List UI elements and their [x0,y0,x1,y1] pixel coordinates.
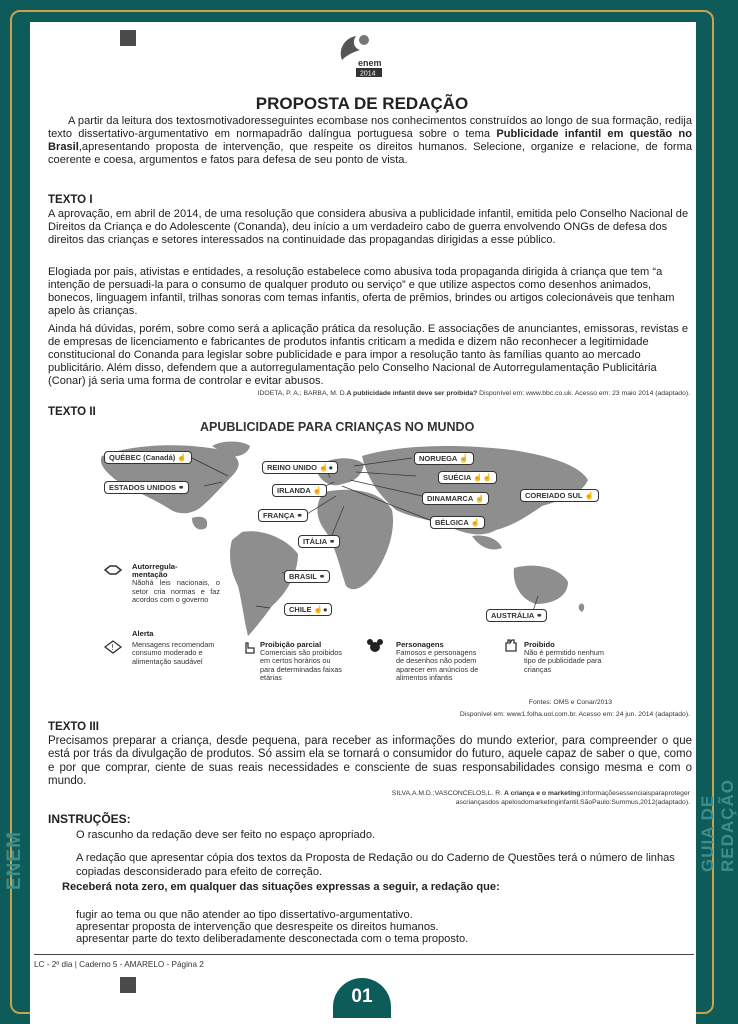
handshake-icon [104,563,122,577]
nota-zero-heading: Receberá nota zero, em qualquer das situações expressas a seguir, a redação que: [62,881,500,893]
zero-item-3: apresentar parte do texto deliberadamente desconectada com o tema proposto. [76,933,469,945]
hand-icon: ☝☝ [473,473,492,482]
hand-icon [240,640,258,654]
handshake-icon: ⚭ [328,537,336,546]
texto2-source: Disponível em: www1.folha.uol.com.br. Acesso em: 24 jun. 2014 (adaptado). [459,711,690,718]
handshake-icon: ⚭ [318,572,326,581]
alert-icon [104,640,122,654]
logo-year: 2014 [360,70,376,78]
hand-icon: ☝ [475,494,485,503]
label-quebec: QUÉBEC (Canadá) ☝ [104,451,192,464]
hand-icon: ☝ [584,491,594,500]
intro-paragraph: A partir da leitura dos textosmotivadoresseguintes ecombase nos conhecimentos construídos ao longo de sua formação, redija texto dissertativo-argumentativo em normapadrão dalíngua portuguesa sobre o tema Publicidade infantil em questão no Brasil,apresentando proposta de intervenção, que respeite os direitos humanos. Selecione, organize e relacione, de forma coerente e coesa, argumentos e fatos para defesa de seu ponto de vista. [48,115,692,166]
texto1-p1: A aprovação, em abril de 2014, de uma resolução que considera abusiva a publicidade infantil, emitida pelo Conselho Nacional de Direitos da Criança e do Adolescente (Conanda), deu início a um verdadeiro cabo de guerra envolvendo ONGs de defesa dos direitos das crianças e setores interessados na continuidade das propagandas dirigidas a esse público. [48,208,689,246]
hand-icon: ☝ [312,486,322,495]
legend-personagens: Personagens Famosos e personagens de desenhos não podem aparecer em anúncios de alimentos infantis [396,640,479,682]
label-irlanda: IRLANDA ☝ [272,484,327,497]
mouse-ears-icon: ● [328,463,333,472]
page-number: 01 [333,978,391,1018]
texto3-source: SILVA,A.M.D.;VASCONCELOS,L. R. A criança e o marketing:informaçõesessenciaisparaproteger ascriançasdos apelosdomarketinginfantil.SãoPaulo:Summus,2012(adaptado). [391,790,690,806]
legend-alerta: Alerta Mensagens recomendam consumo moderado e alimentação saudável [132,629,215,666]
label-chile: CHILE ☝● [284,603,332,616]
zero-item-1: fugir ao tema ou que não atender ao tipo dissertativo-argumentativo. [76,909,413,921]
stop-hand-icon [502,638,520,652]
texto1-source: IDOETA, P. A.; BARBA, M. D.A publicidade infantil deve ser proibida? Disponível em: www.bbc.co.uk. Acesso em: 23 maio 2014 (adaptado). [257,390,690,397]
side-label-enem: ENEM [4,831,25,890]
zero-item-2: apresentar proposta de intervenção que desrespeite os direitos humanos. [76,921,439,933]
theme-text: Publicidade infantil em questão no Brasil [48,128,692,153]
label-suecia: SUÉCIA ☝☝ [438,471,497,484]
corner-square-top [120,30,136,46]
enem-logo [324,30,392,78]
hand-icon: ☝ [319,463,329,472]
texto3-p1: Precisamos preparar a criança, desde pequena, para receber as informações do mundo exterior, para compreender o que está por trás da divulgação de produtos. Só assim ela se tornará o consumidor do futuro, aquele capaz de saber o que, como e por que comprar, ciente de suas reais necessidades e consciente de suas responsabilidades consigo mesma e com o mundo. [48,735,692,787]
label-brasil: BRASIL ⚭ [284,570,330,583]
texto3-heading: TEXTO III [48,721,99,733]
label-eua: ESTADOS UNIDOS ⚭ [104,481,189,494]
map-title: APUBLICIDADE PARA CRIANÇAS NO MUNDO [200,420,475,434]
label-italia: ITÁLIA ⚭ [298,535,340,548]
label-belgica: BÉLGICA ☝ [430,516,485,529]
mouse-ears-icon: ● [322,605,328,614]
texto1-p3: Ainda há dúvidas, porém, sobre como será a aplicação prática da resolução. E associações de anunciantes, emissoras, revistas e de empresas de licenciamento e fabricantes de produtos infantis criticam a medida e dizem não reconhecer a legitimidade constitucional do Conanda para legislar sobre publicidade e para impor a resolução tanto às famílias quanto ao mercado publicitário. Além disso, defendem que a autorregulamentação pelo Conselho Nacional de Autorregulamentação Publicitária (Conar) já seria uma forma de controlar e evitar abusos. [48,323,689,387]
map-fontes: Fontes: OMS e Conar/2013 [528,699,612,706]
legend-autorregulamentacao: Autorregula- mentação Nãohá leis nacionais, o setor cria normas e faz acordos com o governo [132,562,220,604]
hand-icon: ☝ [177,453,187,462]
hand-icon: ☝ [313,605,323,614]
label-noruega: NORUEGA ☝ [414,452,474,465]
texto1-heading: TEXTO I [48,194,93,206]
handshake-icon: ⚭ [178,483,185,492]
instrucao-1: O rascunho da redação deve ser feito no espaço apropriado. [76,829,376,841]
handshake-icon: ⚭ [296,511,303,520]
footer-divider [34,954,694,955]
label-dinamarca: DINAMARCA ☝ [422,492,489,505]
mouse-ears-icon [366,638,384,652]
instrucoes-heading: INSTRUÇÕES: [48,812,131,826]
side-label-guia: GUIA DE REDAÇÃO [698,779,737,872]
handshake-icon: ⚭ [536,611,543,620]
label-franca: FRANÇA ⚭ [258,509,308,522]
instrucao-2: A redação que apresentar cópia dos textos da Proposta de Redação ou do Caderno de Questões terá o número de linhas copiadas desconsiderado para efeito de correção. [76,852,675,878]
label-coreia: COREIADO SUL ☝ [520,489,599,502]
page-title: PROPOSTA DE REDAÇÃO [255,94,469,113]
texto1-p2: Elogiada por pais, ativistas e entidades, a resolução estabelece como abusiva toda propaganda dirigida à criança que tem “a intenção de persuadi-la para o consumo de qualquer produto ou serviço” e que utilize aspectos como desenhos animados, bonecos, linguagem infantil, trilhas sonoras com temas infantis, oferta de prêmios, brindes ou artigos colecionáveis que tenham apelo às crianças. [48,266,675,317]
footer-text: LC - 2º dia | Caderno 5 - AMARELO - Página 2 [34,960,204,969]
label-australia: AUSTRÁLIA ⚭ [486,609,547,622]
logo-text: enem [358,58,382,68]
svg-text:!: ! [111,643,114,652]
corner-square-bottom [120,977,136,993]
legend-proibido: Proibido Não é permitido nenhum tipo de publicidade para crianças [524,640,604,674]
hand-icon: ☝ [459,454,469,463]
hand-icon: ☝ [470,518,480,527]
texto2-heading: TEXTO II [48,406,96,418]
legend-proibicao-parcial: Proibição parcial Comerciais são proibidos em certos horários ou para determinadas faixas etárias [260,640,342,682]
label-reino-unido: REINO UNIDO ☝● [262,461,338,474]
